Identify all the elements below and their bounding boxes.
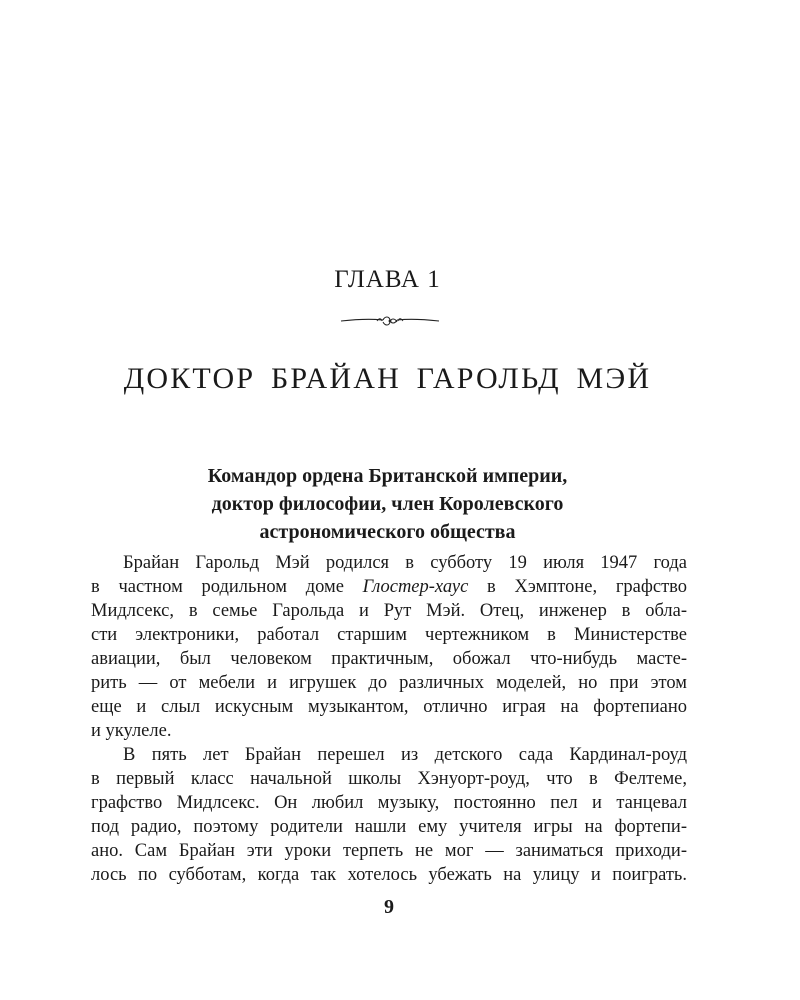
text-line: рить — от мебели и игрушек до различных моделей, но при этом	[91, 673, 687, 693]
chapter-subtitle	[0, 462, 775, 546]
text-line: сти электроники, работал старшим чертежником в Министерстве	[91, 625, 687, 645]
text-line: Брайан Гарольд Мэй родился в субботу 19 июля 1947 года	[123, 553, 687, 573]
body-text	[91, 551, 687, 887]
text-line: В пять лет Брайан перешел из детского сада Кардинал-роуд	[123, 745, 687, 765]
text-line	[91, 575, 687, 599]
chapter-title: ДОКТОР БРАЙАН ГАРОЛЬД МЭЙ	[123, 362, 652, 395]
subtitle-line: доктор философии, член Королевского	[211, 493, 564, 515]
page-number: 9	[384, 896, 394, 918]
text-line: и укулеле.	[91, 721, 172, 741]
italic-place-name: Глостер-хаус	[362, 577, 469, 597]
subtitle-line: астрономического общества	[259, 521, 516, 543]
paragraph-2	[91, 743, 687, 887]
text-line: ано. Сам Брайан эти уроки терпеть не мог — заниматься приходи-	[91, 841, 687, 861]
text-line: графство Мидлсекс. Он любил музыку, постоянно пел и танцевал	[91, 793, 687, 813]
text-line: под радио, поэтому родители нашли ему учителя игры на фортепи-	[91, 817, 687, 837]
paragraph-1	[91, 551, 687, 743]
subtitle-line: Командор ордена Британской империи,	[207, 465, 568, 487]
chapter-label: ГЛАВА 1	[334, 266, 441, 293]
text-line: еще и слыл искусным музыкантом, отлично играя на фортепиано	[91, 697, 687, 717]
flourish-ornament-icon	[339, 314, 441, 328]
text-line: в первый класс начальной школы Хэнуорт-роуд, что в Фелтеме,	[91, 769, 687, 789]
text-line: авиации, был человеком практичным, обожал что-нибудь масте-	[91, 649, 687, 669]
text-segment: в Хэмптоне, графство	[468, 577, 688, 597]
text-line: лось по субботам, когда так хотелось убежать на улицу и поиграть.	[91, 865, 687, 885]
text-segment: в частном родильном доме	[91, 577, 363, 597]
text-line: Мидлсекс, в семье Гарольда и Рут Мэй. Отец, инженер в обла-	[91, 601, 687, 621]
